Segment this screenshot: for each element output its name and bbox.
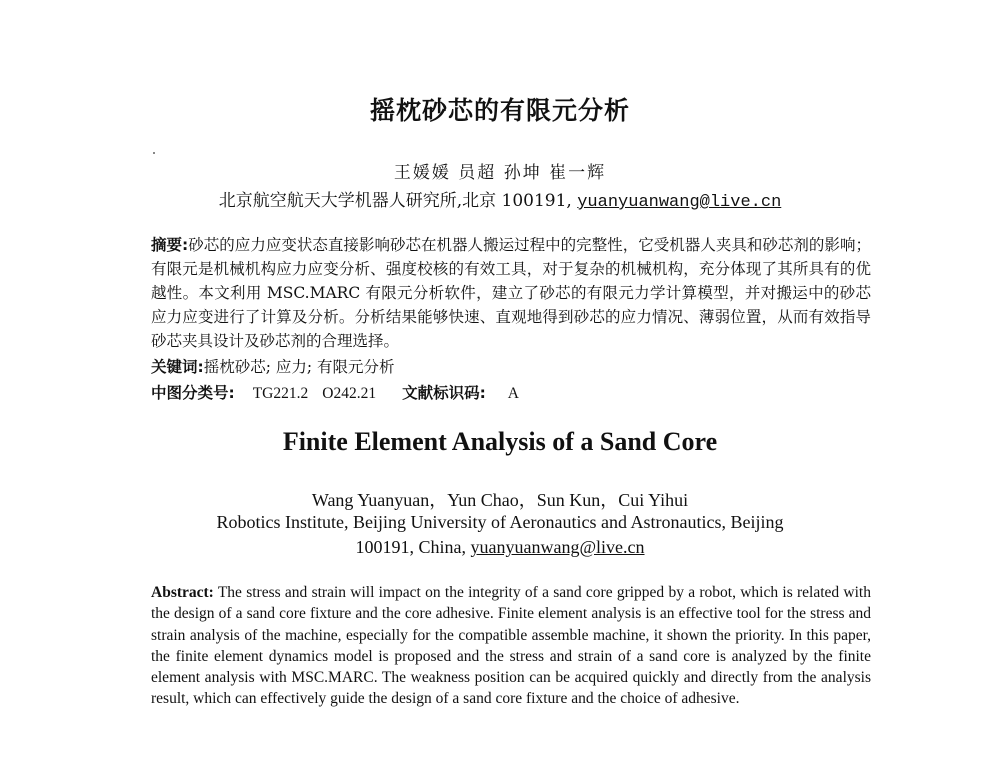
chinese-keywords: [151, 355, 395, 379]
chinese-abstract-text: 砂芯的应力应变状态直接影响砂芯在机器人搬运过程中的完整性，它受机器人夹具和砂芯剂的影响；有限元是机械机构应力应变分析、强度校核的有效工具，对于复杂的机械机构，充分体现了其所具有的优越性。本文利用 MSC.MARC 有限元分析软件，建立了砂芯的有限元力学计算模型，并对搬运中的砂芯应力应变进行了计算及分析。分析结果能够快速、直观地得到砂芯的应力情况、薄弱位置，从而有效指导砂芯夹具设计及砂芯剂的合理选择。: [151, 236, 871, 350]
chinese-keywords-label: 关键词:: [151, 358, 204, 376]
clc-label: 中图分类号:: [151, 384, 235, 402]
chinese-title: 摇枕砂芯的有限元分析: [369, 96, 630, 125]
english-authors: Wang Yuanyuan，Yun Chao，Sun Kun，Cui Yihui: [311, 490, 689, 510]
english-affiliation: [0, 510, 1000, 560]
chinese-affiliation: [0, 186, 1000, 212]
scan-speck: [153, 152, 155, 154]
chinese-classification: [151, 381, 519, 406]
chinese-authors: 王媛媛 员超 孙坤 崔一辉: [393, 163, 607, 183]
english-email-link[interactable]: yuanyuanwang@live.cn: [470, 537, 645, 557]
doc-code: A: [507, 385, 519, 402]
chinese-affiliation-text: 北京航空航天大学机器人研究所,北京 100191,: [218, 191, 572, 211]
chinese-abstract-label: 摘要:: [151, 236, 189, 254]
english-abstract-text: The stress and strain will impact on the integrity of a sand core gripped by a robot, which is related with the design of a sand core fixture and the core adhesive. Finite element analysis is an effective tool for the stress and strain analysis of the machine, especially for the compatible assemble machine, it shown the priority. In this paper, the finite element dynamics model is proposed and the stress and strain of a sand core is analyzed by the finite element analysis with MSC.MARC. The weakness position can be acquired quickly and directly from the analysis result, which can effectively guide the design of a sand core fixture and the choice of adhesive.: [151, 584, 871, 708]
english-title: Finite Element Analysis of a Sand Core: [282, 427, 718, 456]
chinese-abstract: [151, 233, 871, 353]
english-affiliation-line1: Robotics Institute, Beijing University of Aeronautics and Astronautics, Beijing: [216, 512, 784, 532]
clc-code-2: O242.21: [322, 385, 377, 402]
english-affiliation-line2-text: 100191, China,: [355, 537, 466, 557]
english-abstract-label: Abstract:: [151, 584, 214, 601]
chinese-email-link[interactable]: yuanyuanwang@live.cn: [577, 193, 782, 212]
clc-code-1: TG221.2: [252, 385, 309, 402]
chinese-keywords-text: 摇枕砂芯; 应力; 有限元分析: [203, 358, 395, 376]
english-abstract: [151, 582, 871, 710]
english-affiliation-line2: [0, 535, 1000, 560]
doc-code-label: 文献标识码:: [402, 384, 486, 402]
